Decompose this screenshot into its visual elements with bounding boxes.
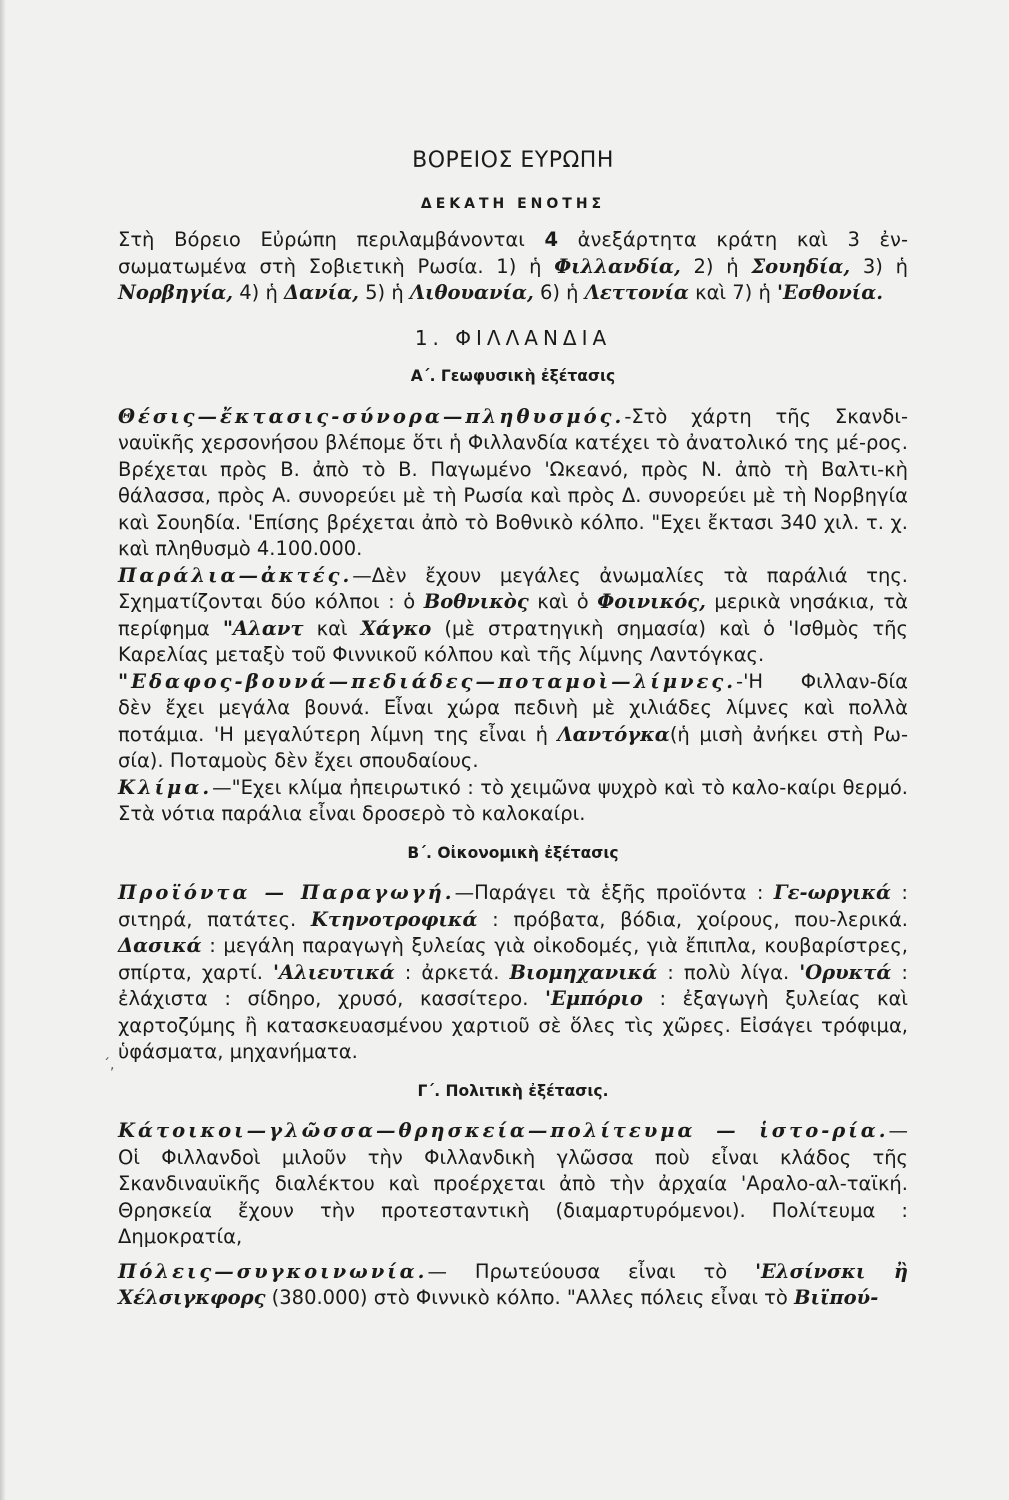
country-estonia: 'Εσθονία. [777, 281, 884, 304]
intro-text: 3) ἡ [850, 254, 909, 278]
paragraph-products [118, 880, 908, 1066]
paragraph-text: — Πρωτεύουσα εἶναι τὸ [427, 1259, 756, 1283]
paragraph-text: -'Η Φιλλαν-δία δὲν ἔχει μεγάλα βουνά. Εἶναι χώρα πεδινὴ μὲ χιλιάδες λίμνες καὶ πολλὰ ποτάμια. 'Η μεγαλύτερη λίμνη της εἶναι ἡ [118, 669, 908, 746]
bold-term: 'Ορυκτά [799, 960, 892, 984]
paragraph-heading: Παράλια—ἀκτές. [118, 563, 353, 587]
intro-text: ἀνεξάρτητα κράτη καὶ 3 ἐν-σωματωμένα στὴ Σοβιετικὴ Ρωσία. 1) ἡ [118, 228, 908, 278]
paragraph-heading: "Εδαφος-βουνά—πεδιάδες—ποταμοὶ—λίμνες. [118, 669, 737, 693]
bold-term: Βιομηχανικά [509, 960, 658, 984]
paragraph-text: : σιτηρά, πατάτες. [118, 881, 908, 931]
country-finland: Φιλλανδία, [554, 254, 681, 278]
paragraph-coasts [118, 563, 908, 669]
section-heading-b: Β΄. Οἰκονομικὴ ἐξέτασις [407, 843, 619, 862]
paragraph-text: : πολὺ λίγα. [657, 960, 800, 984]
paragraph-text: : ἐξαγωγὴ ξυλείας καὶ χαρτοζύμης ἢ κατασκευασμένου χαρτιοῦ σὲ ὅλες τὶς χῶρες. Εἰσάγει τρόφιμα, ὑφάσματα, μηχανήματα. [118, 987, 908, 1063]
paragraph-gap [118, 1251, 908, 1259]
bold-term: 'Ελσίνσκι ἢ Χέλσιγκφορς [118, 1259, 909, 1309]
bold-term: Κτηνοτροφικά [310, 907, 478, 931]
intro-paragraph [118, 227, 908, 307]
paragraph-text: : πρόβατα, βόδια, χοίρους, που-λερικά. [477, 907, 908, 931]
page-title: ΒΟΡΕΙΟΣ ΕΥΡΩΠΗ [412, 148, 614, 173]
paragraph-text: (ἡ μισὴ ἀνήκει στὴ Ρω-σία). Ποταμοὺς δὲν ἔχει σπουδαίους. [118, 722, 908, 772]
paragraph-text: : ἐλάχιστα : σίδηρο, χρυσό, κασσίτερο. [118, 960, 908, 1010]
bold-term: Χάγκο [360, 616, 432, 640]
paragraph-text: —Παράγει τὰ ἑξῆς προϊόντα : [454, 881, 774, 904]
paragraph-position [118, 404, 908, 563]
section-heading-c: Γ΄. Πολιτικὴ ἐξέτασις. [417, 1081, 609, 1100]
paragraph-text: — Οἱ Φιλλανδοὶ μιλοῦν τὴν Φιλλανδικὴ γλῶσσα ποὺ εἶναι κλάδος τῆς Σκανδιναυϊκῆς διαλέκτου καὶ προέρχεται ἀπὸ τὴν ἀρχαία 'Αραλο-αλ-ταϊκή. Θρησκεία ἔχουν τὴν προτεσταντικὴ (διαμαρτυρόμενοι). Πολίτευμα : Δημοκρατία, [118, 1119, 908, 1248]
paragraph-heading: Προϊόντα — Παραγωγή. [118, 881, 455, 904]
country-lithuania: Λιθουανία, [409, 281, 534, 304]
bold-term: Δασικά [118, 934, 202, 957]
intro-text: 6) ἡ [533, 281, 585, 304]
paragraph-text: —"Εχει κλίμα ἠπειρωτικό : τὸ χειμῶνα ψυχρὸ καὶ τὸ καλο-καίρι θερμό. Στὰ νότια παράλια εἶναι δροσερὸ τὸ καλοκαίρι. [118, 775, 908, 825]
intro-text: καὶ 7) ἡ [688, 281, 778, 304]
bold-term: Βιϊπού- [794, 1286, 879, 1309]
intro-text: 4) ἡ [233, 281, 284, 304]
bold-term: Βοθνικὸς [423, 590, 529, 613]
paragraph-text: (μὲ στρατηγικὴ σημασία) καὶ ὁ 'Ισθμὸς τῆς Καρελίας μεταξὺ τοῦ Φιννικοῦ κόλπου καὶ τῆς λίμνης Λαντόγκας. [118, 616, 908, 666]
paragraph-text: καὶ ὁ [528, 590, 598, 613]
paragraph-inhabitants [118, 1118, 908, 1251]
bold-term: Γε-ωργικά [773, 881, 892, 904]
paragraph-text: (380.000) στὸ Φιννικὸ κόλπο. "Αλλες πόλεις εἶναι τὸ [265, 1286, 795, 1309]
paragraph-climate [118, 775, 908, 828]
unit-heading: ΔΕΚΑΤΗ ΕΝΟΤΗΣ [420, 195, 606, 212]
paragraph-text: : ἀρκετά. [394, 960, 510, 984]
margin-mark: ´, [103, 1057, 115, 1073]
section-heading-a: Α΄. Γεωφυσικὴ ἐξέτασις [410, 367, 616, 385]
paragraph-text: : μεγάλη παραγωγὴ ξυλείας γιὰ οἰκοδομές, γιὰ ἔπιπλα, κουβαρίστρες, σπίρτα, χαρτί. [118, 934, 908, 984]
country-denmark: Δανία, [284, 281, 359, 304]
paragraph-terrain [118, 669, 908, 775]
bold-term: 'Εμπόριο [545, 987, 643, 1010]
paragraph-text: καὶ [303, 616, 361, 640]
chapter-heading: 1. ΦΙΛΛΑΝΔΙΑ [414, 325, 612, 350]
bold-term: Φοινικός, [597, 590, 706, 613]
paragraph-heading: Θέσις—ἔκτασις-σύνορα—πληθυσμός. [118, 404, 625, 428]
page-edge-shadow [0, 0, 6, 1500]
intro-text: 5) ἡ [358, 281, 410, 304]
intro-text: Στὴ Βόρειο Εὐρώπη περιλαμβάνονται [118, 228, 545, 251]
intro-text: 2) ἡ [680, 254, 752, 278]
country-latvia: Λεττονία [584, 281, 689, 304]
paragraph-heading: Κλίμα. [118, 775, 213, 799]
paragraph-text: μερικὰ νησάκια, τὰ περίφημα [118, 590, 908, 640]
page-content [118, 148, 908, 1312]
country-sweden: Σουηδία, [751, 254, 851, 278]
bold-term: 'Αλιευτικά [272, 960, 395, 984]
bold-term: "Αλαντ [222, 616, 304, 640]
paragraph-text: —Δὲν ἔχουν μεγάλες ἀνωμαλίες τὰ παράλιά της. Σχηματίζονται δύο κόλποι : ὁ [118, 563, 908, 613]
country-norway: Νορβηγία, [118, 281, 234, 304]
intro-number: 4 [544, 228, 559, 251]
paragraph-heading: Κάτοικοι—γλῶσσα—θρησκεία—πολίτευμα — ἱστο-ρία. [118, 1119, 889, 1142]
paragraph-text: -Στὸ χάρτη τῆς Σκανδι-ναυϊκῆς χερσονήσου βλέπομε ὅτι ἡ Φιλλανδία κατέχει τὸ ἀνατολικό της μέ-ρος. Βρέχεται πρὸς Β. ἀπὸ τὸ Β. Παγωμένο 'Ωκεανό, πρὸς Ν. ἀπὸ τὴ Βαλτι-κὴ θάλασσα, πρὸς Α. συνορεύει μὲ τὴ Ρωσία καὶ πρὸς Δ. συνορεύει μὲ τὴ Νορβηγία καὶ Σουηδία. 'Επίσης βρέχεται ἀπὸ τὸ Βοθνικὸ κόλπο. "Εχει ἔκτασι 340 χιλ. τ. χ. καὶ πληθυσμὸ 4.100.000. [118, 404, 908, 560]
paragraph-cities [118, 1259, 908, 1312]
bold-term: Λαντόγκα [557, 722, 670, 746]
paragraph-heading: Πόλεις—συγκοινωνία. [118, 1259, 428, 1283]
